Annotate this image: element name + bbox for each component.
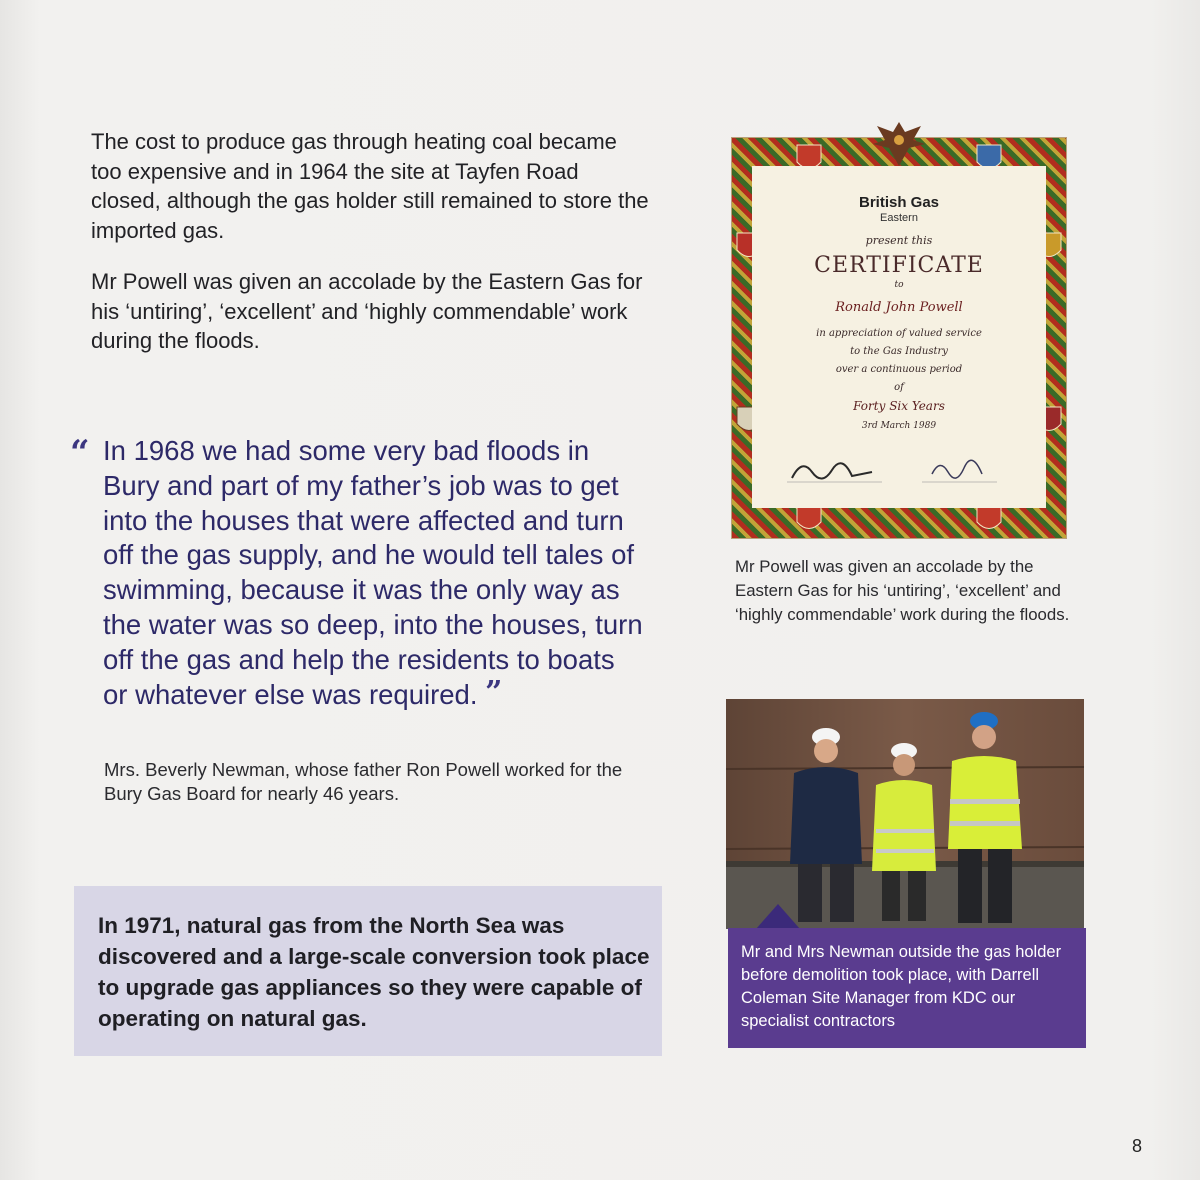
site-photo-scene: [726, 699, 1084, 929]
highlight-box: [74, 886, 662, 1056]
certificate-line: to the Gas Industry: [850, 346, 948, 357]
quote-attribution: Mrs. Beverly Newman, whose father Ron Powell worked for the Bury Gas Board for nearly 46 years.: [104, 759, 623, 804]
certificate-brand: British Gas: [858, 194, 940, 211]
highlight-text: In 1971, natural gas from the North Sea was discovered and a large-scale conversion took place to upgrade gas appliances so they were capable of operating on natural gas.: [98, 913, 650, 1031]
site-photo: [726, 699, 1084, 929]
body-paragraph-2: Mr Powell was given an accolade by the Eastern Gas for his ‘untiring’, ‘excellent’ and ‘highly commendable’ work during the floods.: [91, 269, 643, 353]
pull-quote-text: In 1968 we had some very bad floods in Bury and part of my father’s job was to get into the houses that were affected and turn off the gas supply, and he would tell tales of swimming, because it was the only way as the water was so deep, into the houses, turn off the gas and help the residents to boats or whatever else was required.: [103, 435, 643, 710]
certificate-line: in appreciation of valued service: [816, 328, 982, 339]
phoenix-emblem-icon: [869, 118, 929, 170]
certificate-to: to: [894, 280, 904, 290]
certificate-years: Forty Six Years: [853, 399, 945, 413]
shield-crest-icon: [976, 504, 1002, 536]
page-number: 8: [1132, 1136, 1143, 1156]
certificate-text: [752, 325, 1046, 397]
photo-caption-box: [728, 928, 1086, 1048]
certificate-caption: Mr Powell was given an accolade by the Eastern Gas for his ‘untiring’, ‘excellent’ and ‘highly commendable’ work during the floods.: [735, 557, 1070, 624]
certificate-document: [752, 166, 1046, 508]
photo-caption: Mr and Mrs Newman outside the gas holder before demolition took place, with Darrell Coleman Site Manager from KDC our specialist contractors: [741, 943, 1062, 1030]
certificate-image: [732, 138, 1066, 538]
certificate-title: CERTIFICATE: [814, 253, 984, 278]
certificate-present: present this: [865, 234, 933, 247]
certificate-brand-sub: Eastern: [880, 212, 918, 224]
certificate-recipient: Ronald John Powell: [835, 300, 963, 315]
close-quote-mark: ”: [485, 674, 503, 710]
certificate-line: of: [894, 382, 904, 393]
shield-crest-icon: [796, 504, 822, 536]
open-quote-mark: “: [70, 433, 90, 473]
pull-quote: [103, 434, 643, 712]
certificate-line: over a continuous period: [835, 364, 963, 375]
body-paragraph-1: The cost to produce gas through heating coal became too expensive and in 1964 the site at Tayfen Road closed, although the gas holder still remained to store the imported gas.: [91, 129, 649, 243]
signatures: [782, 452, 1012, 486]
certificate-date: 3rd March 1989: [861, 421, 937, 431]
